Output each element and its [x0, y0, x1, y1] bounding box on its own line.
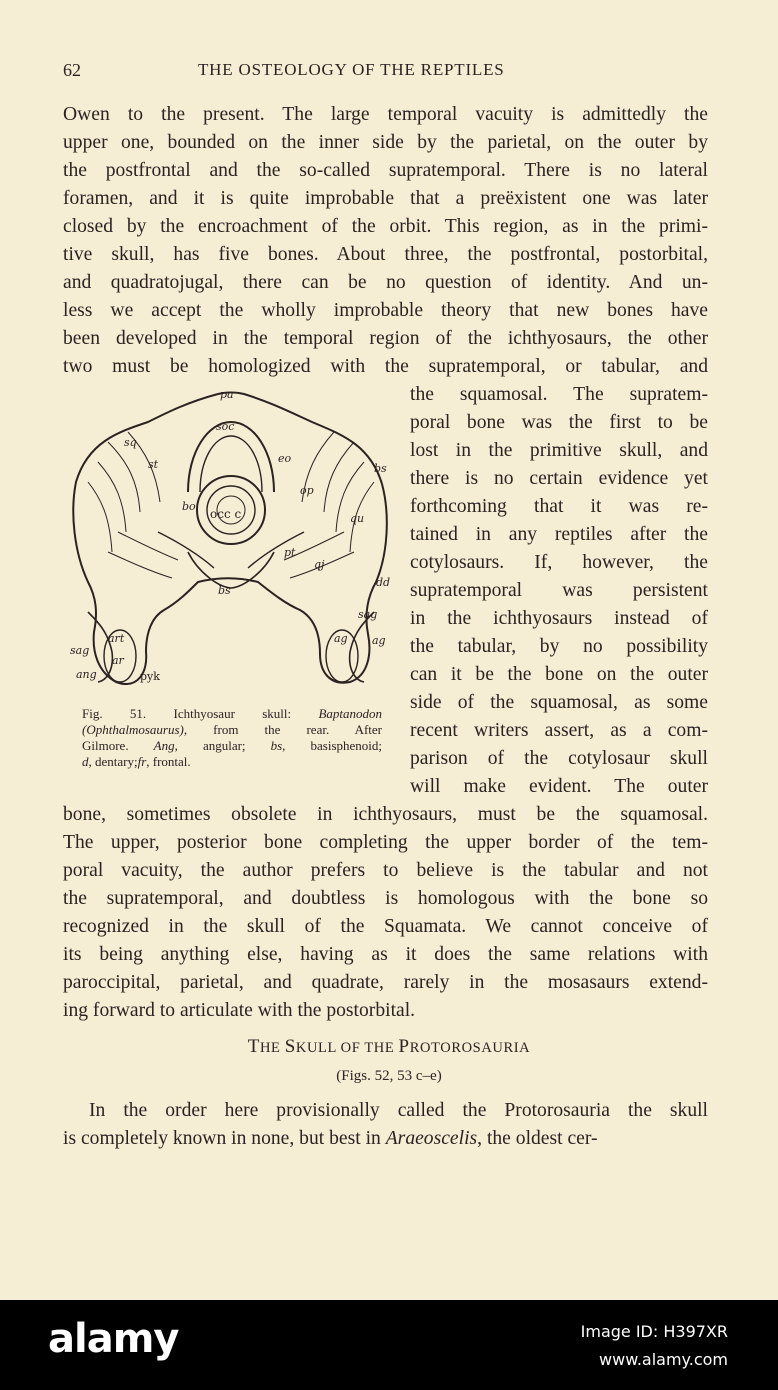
fig-label: ag — [334, 632, 348, 645]
text-line: side of the squamosal, as some — [410, 692, 708, 713]
fig-label: bs — [374, 462, 387, 475]
fig-label: ar — [112, 654, 124, 667]
fig-label: st — [148, 458, 159, 471]
text-line: poral bone was the first to be — [410, 412, 708, 433]
fig-label: sq — [124, 436, 137, 449]
running-title: THE OSTEOLOGY OF THE REPTILES — [198, 60, 505, 79]
text-line: lost in the primitive skull, and — [410, 440, 708, 461]
caption-abbrev: d — [82, 754, 89, 769]
text-span: is completely known in none, but best in — [63, 1128, 386, 1149]
fig-label: qj — [314, 558, 325, 571]
text-line: tained in any reptiles after the — [410, 524, 708, 545]
heading-smallcaps: ROTOROSAURIA — [409, 1040, 531, 1056]
fig-label: bo — [182, 500, 196, 513]
heading-cap: S — [284, 1036, 296, 1057]
figure-reference: (Figs. 52, 53 c–e) — [336, 1068, 442, 1084]
text-line: and quadratojugal, there can be no question of identity. And un- — [63, 272, 708, 293]
text-line: Owen to the present. The large temporal vacuity is admittedly the — [63, 104, 708, 125]
text-line: ing forward to articulate with the postorbital. — [63, 1000, 416, 1021]
caption-text: Ichthyosaur skull: — [173, 706, 292, 721]
heading-smallcaps: KULL OF THE — [295, 1040, 399, 1056]
page-number: 62 — [63, 60, 81, 80]
caption-text: Gilmore. — [82, 738, 129, 753]
fig-label: eo — [278, 452, 292, 465]
text-line: recognized in the skull of the Squamata. We cannot conceive of — [63, 916, 708, 937]
text-line: the supratemporal, and doubtless is homologous with the bone so — [63, 888, 708, 909]
fig-label: art — [108, 632, 125, 645]
fig-label: pyk — [140, 670, 160, 683]
heading-cap: P — [398, 1036, 410, 1057]
alamy-logo: alamy — [48, 1316, 179, 1362]
text-line: two must be homologized with the supratemporal, or tabular, and — [63, 356, 708, 377]
fig-label: pt — [284, 546, 296, 559]
text-line: cotylosaurs. If, however, the — [410, 552, 708, 573]
text-line: its being anything else, having as it does the same relations with — [63, 944, 708, 965]
text-line: tive skull, has five bones. About three, the postfrontal, postorbital, — [63, 244, 708, 265]
text-line: upper one, bounded on the inner side by the parietal, on the outer by — [63, 132, 708, 153]
watermark-footer — [0, 1300, 778, 1390]
caption-text: , basisphenoid; — [282, 738, 382, 753]
text-line: paroccipital, parietal, and quadrate, rarely in the mosasaurs extend- — [63, 972, 708, 993]
page-header — [0, 60, 778, 84]
text-line — [63, 1125, 708, 1153]
caption-taxon: Baptanodon — [318, 706, 383, 721]
site-url: www.alamy.com — [599, 1350, 728, 1369]
fig-label: soc — [216, 420, 235, 433]
caption-abbrev: fr — [137, 754, 147, 769]
fig-label: qu — [350, 512, 365, 525]
fig-label: dd — [376, 576, 391, 589]
caption-fig-number: Fig. 51. — [82, 706, 147, 721]
section-heading — [0, 1036, 778, 1058]
text-line: The upper, posterior bone completing the upper border of the tem- — [63, 832, 708, 853]
text-line: there is no certain evidence yet — [410, 468, 708, 489]
fig-label: op — [300, 484, 314, 497]
fig-label: sag — [70, 644, 90, 657]
fig-label: ang — [76, 668, 97, 681]
image-id: Image ID: H397XR — [580, 1322, 728, 1341]
caption-abbrev: Ang — [153, 738, 175, 753]
caption-text: , angular; — [174, 738, 246, 753]
text-line: foramen, and it is quite improbable that a preëxistent one was later — [63, 188, 708, 209]
caption-text: , dentary; — [88, 754, 138, 769]
fig-label: bs — [218, 584, 231, 597]
caption-text: , from the rear. After — [183, 722, 382, 737]
taxon-name: Araeoscelis — [385, 1128, 478, 1149]
text-line: recent writers assert, as a com- — [410, 720, 708, 741]
heading-cap: T — [247, 1036, 260, 1057]
text-line: in the ichthyosaurs instead of — [410, 608, 708, 629]
text-line: bone, sometimes obsolete in ichthyosaurs, must be the squamosal. — [63, 804, 708, 825]
fig-label: occ c — [210, 507, 242, 521]
text-line: the tabular, by no possibility — [410, 636, 708, 657]
text-line: the postfrontal and the so-called supratemporal. There is no lateral — [63, 160, 708, 181]
text-line: can it be the bone on the outer — [410, 664, 708, 685]
text-line: In the order here provisionally called the Protorosauria the skull — [89, 1100, 708, 1121]
caption-taxon: (Ophthalmosaurus) — [82, 722, 184, 737]
figure-caption — [82, 706, 382, 770]
fig-label: ag — [372, 634, 386, 647]
text-line: less we accept the wholly improbable theory that new bones have — [63, 300, 708, 321]
ichthyosaur-skull-illustration — [68, 382, 394, 698]
text-line: parison of the cotylosaur skull — [410, 748, 708, 769]
text-line: supratemporal was persistent — [410, 580, 708, 601]
text-line: poral vacuity, the author prefers to believe is the tabular and not — [63, 860, 708, 881]
text-line: closed by the encroachment of the orbit. This region, as in the primi- — [63, 216, 708, 237]
text-line: the squamosal. The supratem- — [410, 384, 708, 405]
fig-label: sag — [358, 608, 378, 621]
caption-text: , frontal. — [146, 754, 191, 769]
fig-label: pa — [220, 388, 234, 401]
heading-smallcaps: HE — [259, 1040, 285, 1056]
caption-abbrev: bs — [270, 738, 283, 753]
text-span: , the oldest cer- — [477, 1128, 598, 1149]
text-line: forthcoming that it was re- — [410, 496, 708, 517]
text-line: will make evident. The outer — [410, 776, 708, 797]
text-line: been developed in the temporal region of the ichthyosaurs, the other — [63, 328, 708, 349]
